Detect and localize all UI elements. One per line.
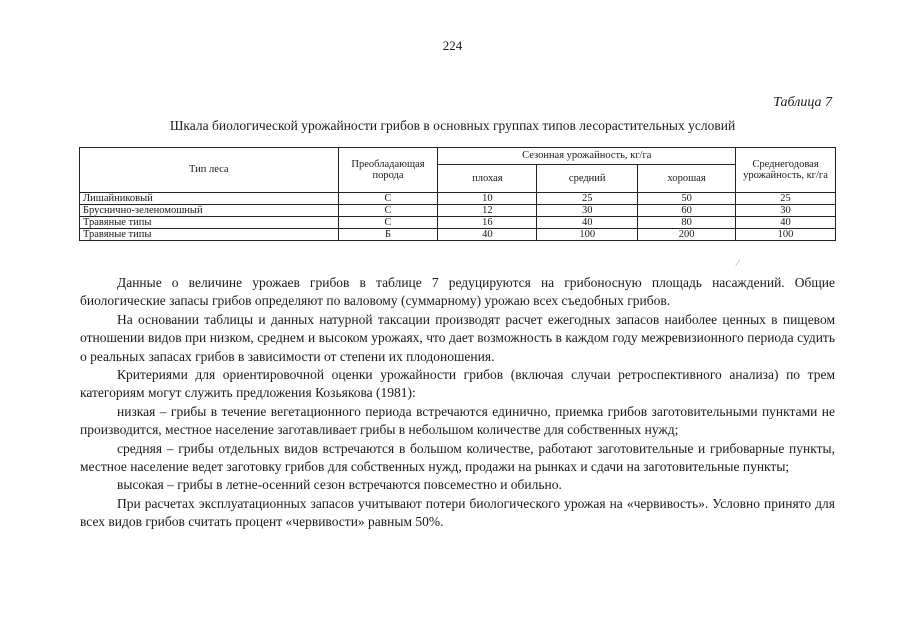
- cell-medium: 25: [537, 193, 638, 205]
- table-row: [80, 193, 836, 205]
- paragraph: средняя – грибы отдельных видов встречаются в большом количестве, работают заготовительные и грибоварные пункты, местное население ведет заготовку грибов для собственных нужд, продажи на рынках и сдачи на заготовительные пункты;: [80, 440, 835, 475]
- cell-species: Б: [338, 229, 438, 241]
- body-text: [80, 274, 835, 532]
- table-row: [80, 205, 836, 217]
- header-seasonal-yield: Сезонная урожайность, кг/га: [438, 148, 736, 165]
- cell-average: 25: [736, 193, 836, 205]
- cell-average: 40: [736, 217, 836, 229]
- cell-forest-type: Травяные типы: [80, 217, 339, 229]
- cell-good: 60: [638, 205, 736, 217]
- paragraph: Критериями для ориентировочной оценки урожайности грибов (включая случаи ретроспективного анализа) по трем категориям могут служить предложения Козьякова (1981):: [80, 367, 835, 401]
- yield-table: [79, 147, 836, 241]
- header-medium: средний: [537, 165, 638, 193]
- table-row: [80, 229, 836, 241]
- header-forest-type: Тип леса: [80, 148, 339, 193]
- table-row: [80, 217, 836, 229]
- table-title: Шкала биологической урожайности грибов в основных группах типов лесорастительных условий: [169, 118, 736, 133]
- header-poor: плохая: [438, 165, 537, 193]
- paragraph: При расчетах эксплуатационных запасов учитывают потери биологического урожая на «червивость». Условно принято для всех видов грибов считать процент «червивости» равным 50%.: [80, 495, 835, 530]
- paragraph: На основании таблицы и данных натурной таксации производят расчет ежегодных запасов наиболее ценных в пищевом отношении видов при низком, среднем и высоком урожаях, что дает возможность в каждом году межревизионного периода судить о реальных запасах грибов в зависимости от степени их плодоношения.: [80, 311, 835, 364]
- cell-forest-type: Бруснично-зеленомошный: [80, 205, 339, 217]
- cell-good: 50: [638, 193, 736, 205]
- cell-species: С: [338, 193, 438, 205]
- paragraph: низкая – грибы в течение вегетационного периода встречаются единично, приемка грибов заготовительными пунктами не производится, местное население заготавливает грибы в небольшом количестве для собственных нужд;: [80, 403, 835, 438]
- cell-medium: 100: [537, 229, 638, 241]
- cell-forest-type: Лишайниковый: [80, 193, 339, 205]
- cell-species: С: [338, 205, 438, 217]
- cell-poor: 16: [438, 217, 537, 229]
- cell-good: 80: [638, 217, 736, 229]
- table-label: Таблица 7: [773, 95, 832, 110]
- cell-average: 100: [736, 229, 836, 241]
- paragraph: Данные о величине урожаев грибов в таблице 7 редуцируются на грибоносную площадь насаждений. Общие биологические запасы грибов определяют по валовому (суммарному) урожаю всех съедобных грибов.: [80, 275, 835, 309]
- paragraph: высокая – грибы в летне-осенний сезон встречаются повсеместно и обильно.: [117, 477, 562, 493]
- cell-medium: 40: [537, 217, 638, 229]
- cell-poor: 12: [438, 205, 537, 217]
- header-dominant-species: Преобладающая порода: [338, 148, 438, 193]
- cell-poor: 40: [438, 229, 537, 241]
- cell-species: С: [338, 217, 438, 229]
- page-number: 224: [442, 38, 463, 53]
- header-average-yield: Среднегодовая урожайность, кг/га: [736, 148, 836, 193]
- scan-mark: ⁄: [737, 258, 739, 268]
- cell-good: 200: [638, 229, 736, 241]
- cell-average: 30: [736, 205, 836, 217]
- cell-poor: 10: [438, 193, 537, 205]
- header-good: хорошая: [638, 165, 736, 193]
- cell-forest-type: Травяные типы: [80, 229, 339, 241]
- cell-medium: 30: [537, 205, 638, 217]
